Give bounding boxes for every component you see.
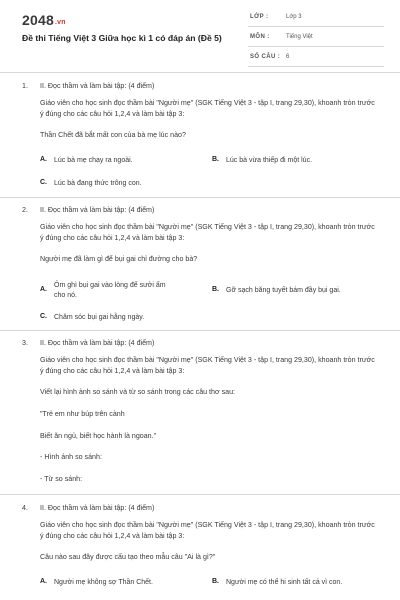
meta-label: SỐ CÂU : [250,54,281,60]
meta-value: Tiếng Việt [286,34,313,40]
answer-line-word: - Từ so sánh: [40,475,83,483]
question-instruction: Giáo viên cho học sinh đọc thầm bài "Người mẹ" (SGK Tiếng Việt 3 - tập I, trang 29,30), khoanh tròn trước ý đúng cho các câu hỏi 1,2,4 và làm bài tập 3: [40,99,375,118]
logo-domain: .vn [54,19,66,26]
divider [0,330,400,331]
question-instruction: Giáo viên cho học sinh đọc thầm bài "Người mẹ" (SGK Tiếng Việt 3 - tập I, trang 29,30), khoanh tròn trước ý đúng cho các câu hỏi 1,2,4 và làm bài tập 3: [40,521,375,540]
option-letter: C. [40,313,47,320]
meta-row-grade [248,12,384,27]
option-letter: B. [212,578,219,585]
option-text: Lúc bà vừa thiếp đi một lúc. [226,157,313,164]
question-number: 3. [22,339,28,347]
divider [0,494,400,495]
question-number: 4. [22,504,28,512]
option-letter: B. [212,156,219,163]
option-letter: C. [40,179,47,186]
option-text: Người mẹ không sợ Thần Chết. [54,579,153,586]
option-text: Lúc bà đang thức trông con. [54,180,142,187]
page-header [0,0,400,70]
option-letter: A. [40,578,47,585]
option-text: Lúc bà mẹ chạy ra ngoài. [54,157,133,164]
document-title: Đề thi Tiếng Việt 3 Giữa học kì 1 có đáp án (Đề 5) [22,33,222,43]
question-number: 2. [22,206,28,214]
option-text: Gỡ sạch băng tuyết bám đầy bụi gai. [226,287,341,294]
poem-line: Biết ăn ngủ, biết học hành là ngoan." [40,432,157,440]
question-heading: II. Đọc thầm và làm bài tập: (4 điểm) [40,339,155,347]
question-heading: II. Đọc thầm và làm bài tập: (4 điểm) [40,82,155,90]
option-letter: A. [40,156,47,163]
meta-value: 6 [286,54,290,60]
option-letter: A. [40,286,47,293]
option-text: Người mẹ có thể hi sinh tất cả vì con. [226,579,343,586]
meta-row-question-count [248,52,384,67]
divider [0,197,400,198]
option-text: Chăm sóc bụi gai hằng ngày. [54,314,145,321]
question-heading: II. Đọc thầm và làm bài tập: (4 điểm) [40,206,155,214]
question-number: 1. [22,82,28,90]
logo-text: 2048 [22,12,54,28]
question-instruction: Giáo viên cho học sinh đọc thầm bài "Người mẹ" (SGK Tiếng Việt 3 - tập I, trang 29,30), khoanh tròn trước ý đúng cho các câu hỏi 1,2,4 và làm bài tập 3: [40,223,375,242]
meta-label: MÔN : [250,34,270,40]
divider [0,72,400,73]
option-letter: B. [212,286,219,293]
question-heading: II. Đọc thầm và làm bài tập: (4 điểm) [40,504,155,512]
meta-value: Lớp 3 [286,14,302,20]
question-prompt: Thần Chết đã bắt mất con của bà mẹ lúc nào? [40,131,186,139]
exam-meta [248,12,384,72]
question-prompt: Viết lại hình ảnh so sánh và từ so sánh trong các câu thơ sau: [40,388,236,396]
question-instruction: Giáo viên cho học sinh đọc thầm bài "Người mẹ" (SGK Tiếng Việt 3 - tập I, trang 29,30), khoanh tròn trước ý đúng cho các câu hỏi 1,2,4 và làm bài tập 3: [40,356,375,375]
poem-line: "Trẻ em như búp trên cành [40,410,125,418]
site-logo[interactable] [22,12,66,28]
meta-label: LỚP : [250,14,269,20]
question-prompt: Câu nào sau đây được cấu tạo theo mẫu câu "Ai là gì?" [40,553,216,561]
question-prompt: Người mẹ đã làm gì để bụi gai chỉ đường cho bà? [40,255,198,263]
meta-row-subject [248,32,384,47]
answer-line-image: - Hình ảnh so sánh: [40,453,102,461]
option-text: Ôm ghì bụi gai vào lòng để sưởi ấm cho nó. [54,282,166,299]
